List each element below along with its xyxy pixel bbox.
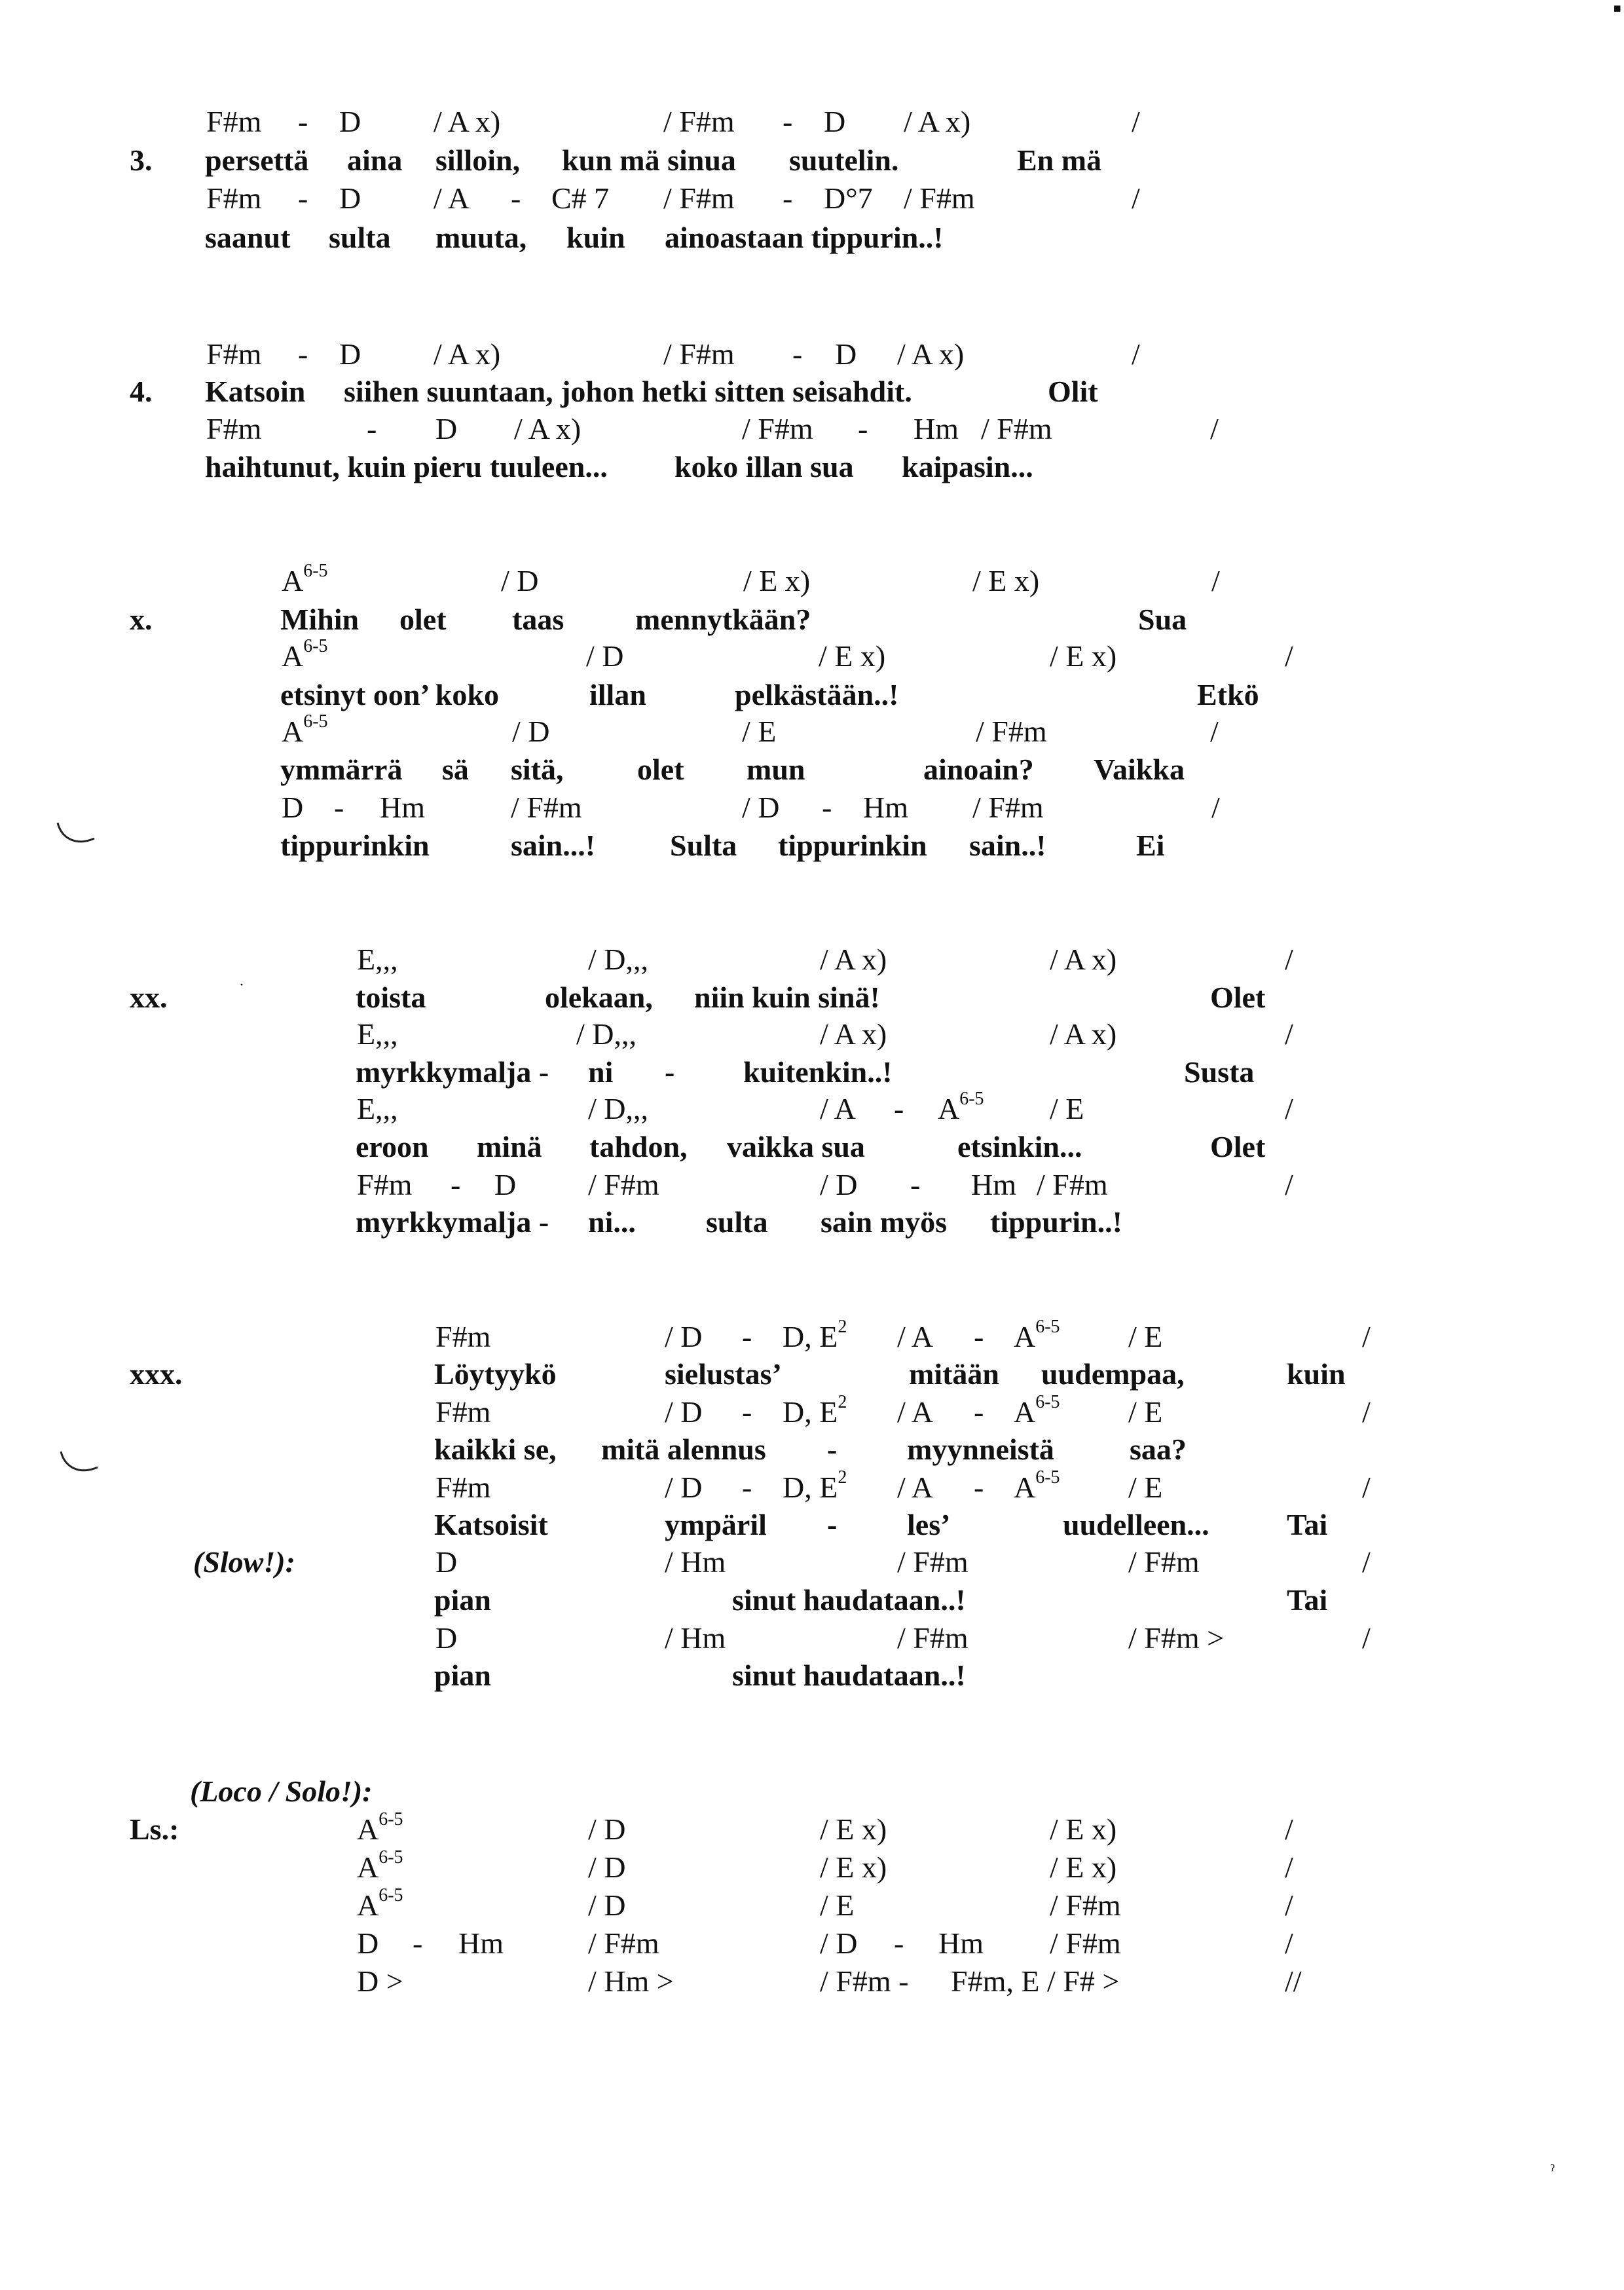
chord: - [783, 105, 793, 138]
chord: - [792, 337, 803, 371]
chord: / D [742, 791, 780, 824]
chorus-label: x. [130, 603, 153, 636]
bar-line: / [1132, 337, 1140, 371]
lyric: eroon [356, 1130, 429, 1163]
chord: / Hm > [588, 1964, 674, 1998]
chord: / D [820, 1168, 858, 1201]
chord: / D [820, 1926, 858, 1960]
chord: / F#m - [820, 1964, 909, 1998]
chord: / A x) [820, 1017, 887, 1051]
chord: / F#m [1128, 1545, 1200, 1579]
chord: - [511, 181, 521, 215]
chord: / D [665, 1471, 703, 1504]
chorus-label: xx. [130, 981, 168, 1014]
chord: / A x) [1050, 1017, 1117, 1051]
margin-tick-mark [56, 1448, 101, 1480]
lyric: aina [347, 143, 403, 177]
chord: / D,,, [588, 943, 648, 976]
lyric: mitä alennus [601, 1433, 766, 1466]
lyric: haihtunut, kuin pieru tuuleen... [205, 450, 608, 483]
chord: - [298, 181, 308, 215]
lyric: saanut [205, 221, 291, 254]
chord: D, $E^2$ [783, 1392, 847, 1429]
lyric: - [665, 1055, 675, 1089]
chord: - [858, 412, 868, 445]
lyric: Mihin [280, 603, 360, 636]
lyric: kun mä sinua [562, 143, 736, 177]
lyric: suutelin. [789, 143, 899, 177]
chord: / E [1128, 1395, 1163, 1429]
tempo-marking: (Slow!): [193, 1545, 295, 1579]
chord: $A^{6-5}$ [282, 711, 328, 748]
lyric: tippurin..! [990, 1205, 1122, 1239]
chord: F#m [206, 337, 262, 371]
chord: / D [512, 715, 550, 748]
chord: D [339, 181, 361, 215]
lyric: koko illan sua [674, 450, 854, 483]
lyric: sitä, [511, 753, 564, 786]
chord: D [824, 105, 846, 138]
chord: / F#m > [1128, 1621, 1225, 1655]
lyric: - [827, 1433, 838, 1466]
bar-line: / [1211, 791, 1220, 824]
solo-marking: (Loco / Solo!): [190, 1774, 373, 1808]
chord: / A [434, 181, 470, 215]
bar-line: / [1362, 1621, 1371, 1655]
lyric: Tai [1287, 1508, 1328, 1541]
chord: D [357, 1926, 379, 1960]
lyric: kuin [1287, 1357, 1346, 1391]
stray-mark: ˀ [1551, 2162, 1555, 2179]
lyric: sä [442, 753, 469, 786]
lyric: toista [356, 981, 426, 1014]
chord: E,,, [357, 1017, 398, 1051]
lyric: ni [588, 1055, 614, 1089]
lyric: myynneistä [907, 1433, 1054, 1466]
chord: / E x) [820, 1812, 887, 1846]
lyric: kaikki se, [434, 1433, 557, 1466]
chord: / D [588, 1850, 626, 1884]
chord: D [339, 105, 361, 138]
chord: / A x) [514, 412, 581, 445]
lyric: taas [512, 603, 564, 636]
lyric: Sua [1138, 603, 1187, 636]
section-label: Ls.: [130, 1812, 179, 1846]
chord: / F#m [511, 791, 582, 824]
bar-line: // [1285, 1964, 1302, 1998]
lyric: pian [434, 1659, 491, 1692]
chord: / D [665, 1320, 703, 1353]
lyric: Vaikka [1094, 753, 1185, 786]
lyric: tippurinkin [280, 829, 430, 862]
lyric: kuin [566, 221, 625, 254]
chord: D [494, 1168, 517, 1201]
chord: E,,, [357, 1092, 398, 1125]
lyric: Ei [1136, 829, 1165, 862]
chord: F#m [435, 1471, 491, 1504]
chord: - [742, 1395, 752, 1429]
chord: / A [897, 1471, 933, 1504]
lyric: minä [477, 1130, 542, 1163]
bar-line: / [1285, 1926, 1293, 1960]
chord: / E x) [1050, 1812, 1117, 1846]
chord: / E [1128, 1320, 1163, 1353]
chord: - [974, 1395, 984, 1429]
lyric: Sulta [670, 829, 737, 862]
chord: / E x) [820, 1850, 887, 1884]
chord: D [435, 412, 458, 445]
chord: / D,,, [576, 1017, 637, 1051]
lyric: ni... [588, 1205, 636, 1239]
lyric: Tai [1287, 1583, 1328, 1617]
lyric: myrkkymalja - [356, 1205, 549, 1239]
margin-tick-mark [52, 819, 98, 852]
lyric: Olet [1210, 1130, 1266, 1163]
lyric: Löytyykö [434, 1357, 557, 1391]
chord: F#m, E / F# > [951, 1964, 1120, 1998]
chord: / E x) [1050, 639, 1117, 673]
lyric: olet [399, 603, 447, 636]
chord: $A^{6-5}$ [1014, 1467, 1060, 1504]
stray-dot: · [239, 977, 244, 994]
lyric: olekaan, [545, 981, 653, 1014]
chord: Hm [863, 791, 908, 824]
lyric: sulta [706, 1205, 768, 1239]
chord: - [298, 105, 308, 138]
chord: / A x) [904, 105, 971, 138]
chord: $A^{6-5}$ [357, 1885, 403, 1922]
lyric: pian [434, 1583, 491, 1617]
lyric: Olet [1210, 981, 1266, 1014]
chord: D, $E^2$ [783, 1317, 847, 1353]
chord: / Hm [665, 1621, 726, 1655]
chord: / F#m [1037, 1168, 1108, 1201]
chord: F#m [206, 105, 262, 138]
lyric: pelkästään..! [735, 678, 899, 711]
chord: F#m [435, 1320, 491, 1353]
chord: $A^{6-5}$ [357, 1809, 403, 1846]
bar-line: / [1362, 1471, 1371, 1504]
chord: $A^{6-5}$ [1014, 1317, 1060, 1353]
chord: - [783, 181, 793, 215]
chord: / A [820, 1092, 856, 1125]
chord: / E x) [1050, 1850, 1117, 1884]
chord: / F#m [588, 1168, 659, 1201]
chord: Hm [458, 1926, 504, 1960]
bar-line: / [1132, 181, 1140, 215]
bar-line: / [1285, 1017, 1293, 1051]
chord: / F#m [897, 1545, 969, 1579]
chord: / F#m [663, 337, 735, 371]
bar-line: / [1210, 715, 1219, 748]
chord: / D [588, 1812, 626, 1846]
chord: / F#m [663, 181, 735, 215]
chord: / F#m [663, 105, 735, 138]
bar-line: / [1285, 1168, 1293, 1201]
chord: $A^{6-5}$ [1014, 1392, 1060, 1429]
lyric: sielustas’ [665, 1357, 782, 1391]
lyric: sain myös [821, 1205, 947, 1239]
chord: / E [742, 715, 777, 748]
bar-line: / [1362, 1545, 1371, 1579]
lyric: En mä [1017, 143, 1102, 177]
lyric: Etkö [1197, 678, 1259, 711]
lyric: Susta [1184, 1055, 1255, 1089]
chord: - [742, 1471, 752, 1504]
chord: $A^{6-5}$ [282, 636, 328, 673]
bar-line: / [1362, 1395, 1371, 1429]
lyric: ainoain? [923, 753, 1034, 786]
chord: D [339, 337, 361, 371]
chord: / E [1128, 1471, 1163, 1504]
bar-line: / [1285, 943, 1293, 976]
lyric: olet [637, 753, 684, 786]
chord: / F#m [742, 412, 813, 445]
bar-line: / [1211, 564, 1220, 597]
lyric: Olit [1048, 375, 1098, 408]
verse-label: 4. [130, 375, 153, 408]
chord: / D,,, [588, 1092, 648, 1125]
lyric: muuta, [435, 221, 527, 254]
chord: Hm [938, 1926, 984, 1960]
chord: $A^{6-5}$ [938, 1089, 984, 1125]
chord: D, $E^2$ [783, 1467, 847, 1504]
chord: - [742, 1320, 752, 1353]
chord: D [835, 337, 857, 371]
chord: D > [357, 1964, 403, 1998]
chord: F#m [435, 1395, 491, 1429]
chord: / A [897, 1395, 933, 1429]
chord: Hm [913, 412, 959, 445]
chord: Hm [380, 791, 425, 824]
lyric: ymmärrä [280, 753, 403, 786]
chord: / F#m [981, 412, 1052, 445]
chord: / F#m [897, 1621, 969, 1655]
chord: / F#m [976, 715, 1047, 748]
bar-line: / [1132, 105, 1140, 138]
chord: $A^{6-5}$ [357, 1847, 403, 1884]
lyric: etsinyt oon’ koko [280, 678, 499, 711]
lyric: silloin, [435, 143, 521, 177]
bar-line: / [1285, 1888, 1293, 1922]
chord: / E x) [819, 639, 886, 673]
lyric: - [827, 1508, 838, 1541]
lyric: uudelleen... [1063, 1508, 1209, 1541]
chord: C# 7 [551, 181, 610, 215]
lyric: illan [589, 678, 646, 711]
chord: - [974, 1320, 984, 1353]
chord: / F#m [1050, 1926, 1121, 1960]
chord: / D [586, 639, 624, 673]
chord: / F#m [588, 1926, 659, 1960]
bar-line: / [1285, 639, 1293, 673]
chord: $A^{6-5}$ [282, 561, 328, 597]
lyric: Katsoin [205, 375, 306, 408]
lyric: sinut haudataan..! [732, 1583, 966, 1617]
lyric: ainoastaan tippurin..! [665, 221, 944, 254]
lyric: kaipasin... [902, 450, 1033, 483]
lyric: saa? [1130, 1433, 1187, 1466]
chord: / A [897, 1320, 933, 1353]
lyric: mitään [909, 1357, 999, 1391]
chord: F#m [206, 181, 262, 215]
chord: / F#m [904, 181, 975, 215]
chord: - [413, 1926, 423, 1960]
lyric: les’ [907, 1508, 951, 1541]
lyric: niin kuin sinä! [694, 981, 880, 1014]
chord: / D [588, 1888, 626, 1922]
chord: / E [820, 1888, 855, 1922]
lyric: etsinkin... [957, 1130, 1082, 1163]
chord: - [910, 1168, 921, 1201]
chord: F#m [357, 1168, 413, 1201]
chord: D [435, 1621, 458, 1655]
chord: / D [665, 1395, 703, 1429]
bar-line: / [1285, 1850, 1293, 1884]
chord: / F#m [1050, 1888, 1121, 1922]
chord: / D [501, 564, 539, 597]
chord: / A x) [1050, 943, 1117, 976]
bar-line: / [1362, 1320, 1371, 1353]
chord: / A x) [434, 337, 501, 371]
chord: - [298, 337, 308, 371]
verse-label: 3. [130, 143, 153, 177]
chord: / Hm [665, 1545, 726, 1579]
lyric: mennytkään? [635, 603, 811, 636]
chord: E,,, [357, 943, 398, 976]
chord: / A x) [897, 337, 965, 371]
lyric: uudempaa, [1041, 1357, 1185, 1391]
bar-line: / [1285, 1812, 1293, 1846]
chord: - [822, 791, 832, 824]
lyric: sain...! [511, 829, 596, 862]
chord: / E [1050, 1092, 1084, 1125]
lyric: mun [747, 753, 805, 786]
lyric: kuitenkin..! [743, 1055, 893, 1089]
chorus-label: xxx. [130, 1357, 183, 1391]
chord: - [894, 1926, 904, 1960]
chord: - [334, 791, 344, 824]
lyric: Katsoisit [434, 1508, 548, 1541]
lyric: sinut haudataan..! [732, 1659, 966, 1692]
chord: D [435, 1545, 458, 1579]
chord: / E x) [743, 564, 811, 597]
chord: / E x) [972, 564, 1040, 597]
chord: D [282, 791, 304, 824]
lyric: siihen suuntaan, johon hetki sitten seisahdit. [344, 375, 912, 408]
chord: - [451, 1168, 461, 1201]
chord: - [367, 412, 377, 445]
lyric: sain..! [969, 829, 1046, 862]
lyric: myrkkymalja - [356, 1055, 549, 1089]
lyric: ympäril [665, 1508, 767, 1541]
chord: - [974, 1471, 984, 1504]
chord: / A x) [434, 105, 501, 138]
chord: - [894, 1092, 904, 1125]
lyric: vaikka sua [727, 1130, 865, 1163]
lyric: persettä [205, 143, 309, 177]
bar-line: / [1210, 412, 1219, 445]
lyric: sulta [329, 221, 391, 254]
lyric: tippurinkin [778, 829, 927, 862]
chord: F#m [206, 412, 262, 445]
page-corner-mark: ▪ [1613, 0, 1622, 22]
lyric: tahdon, [589, 1130, 688, 1163]
chord: / A x) [820, 943, 887, 976]
bar-line: / [1285, 1092, 1293, 1125]
chord: Hm [971, 1168, 1016, 1201]
chord: / F#m [972, 791, 1044, 824]
chord: D°7 [824, 181, 873, 215]
